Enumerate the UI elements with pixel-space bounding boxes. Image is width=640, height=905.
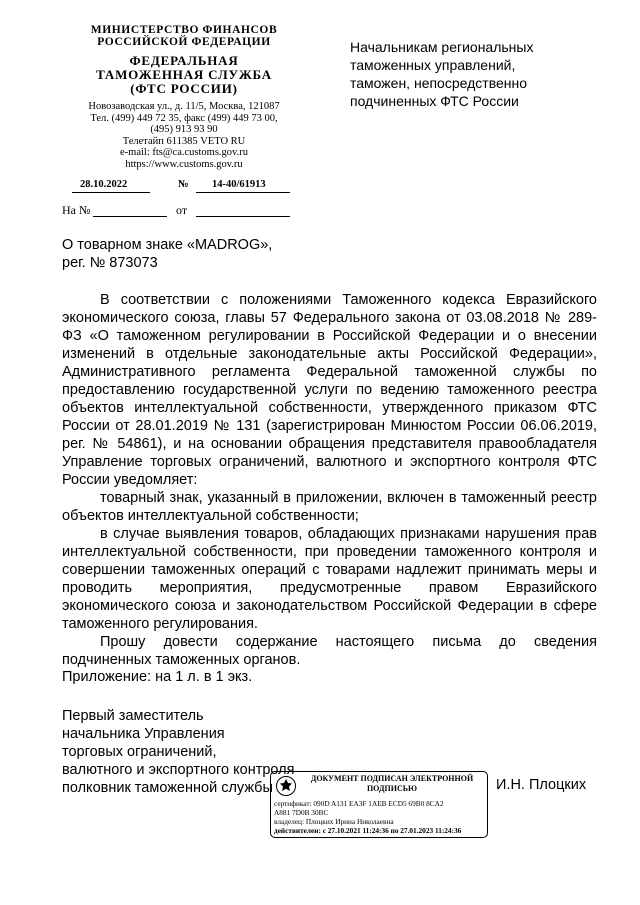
body-paragraph-4: Прошу довести содержание настоящего письма до сведения подчиненных таможенных органов. (62, 634, 597, 668)
signatory-line-3: торговых ограничений, (62, 744, 217, 760)
addressee-line-4: подчиненных ФТС России (350, 93, 519, 109)
number-underline (196, 192, 290, 193)
website-line: https://www.customs.gov.ru (125, 158, 243, 170)
appendix-note: Приложение: на 1 л. в 1 экз. (62, 669, 253, 685)
reply-date-blank (196, 216, 290, 217)
validity-line: действителен: с 27.10.2021 11:24:36 по 27.01.2023 11:24:36 (274, 826, 462, 835)
phone-line-2: (495) 913 93 90 (150, 124, 218, 135)
reply-from-label: от (176, 203, 188, 217)
signatory-title (62, 707, 294, 797)
ministry-line-1: МИНИСТЕРСТВО ФИНАНСОВ (90, 24, 278, 36)
service-line-2: ТАМОЖЕННАЯ СЛУЖБА (96, 67, 272, 82)
signer-name: И.Н. Плоцких (496, 777, 587, 793)
service-line-3: (ФТС РОССИИ) (130, 81, 238, 96)
addressee-line-1: Начальникам региональных (350, 39, 534, 55)
phone-line: Тел. (499) 449 72 35, факс (499) 449 73 00, (90, 112, 278, 124)
signatory-line-1: Первый заместитель (62, 708, 204, 724)
date-underline (72, 192, 150, 193)
addressee-line-2: таможенных управлений, (350, 57, 516, 73)
number-label: № (178, 179, 189, 190)
service-line-1: ФЕДЕРАЛЬНАЯ (129, 53, 239, 68)
certificate-line: сертификат: 090D A131 EA3F 1AEB ECD5 69B0 8CA2 (274, 799, 444, 808)
certificate-line-2: A881 7D0B 30BC (274, 808, 329, 817)
letter-number: 14-40/61913 (212, 179, 266, 190)
address-line: Новозаводская ул., д. 11/5, Москва, 121087 (88, 101, 280, 112)
body-paragraph-3: в случае выявления товаров, обладающих признаками нарушения прав интеллектуальной собственности, при проведении таможенного контроля и совершении таможенных операций с товарами надлежит принимать меры и проводить мероприятия, предусмотренные правом Евразийского экономического союза и законодательством Российской Федерации в сфере таможенного регулирования. (62, 526, 597, 632)
emblem-icon (275, 775, 297, 797)
subject-line-1: О товарном знаке «MADROG», (62, 237, 273, 253)
subject-line-2: рег. № 873073 (62, 255, 158, 271)
body-paragraph-2: товарный знак, указанный в приложении, включен в таможенный реестр объектов интеллектуальной собственности; (62, 490, 597, 524)
body-paragraph-1: В соответствии с положениями Таможенного кодекса Евразийского экономического союза, главы 57 Федерального закона от 03.08.2018 № 289-ФЗ «О таможенном регулировании в Российской Федерации и о внесении изменений в отдельные законодательные акты Российской Федерации», Административного регламента Федеральной таможенной службы по предоставлению государственной услуги по ведению таможенного реестра объектов интеллектуальной собственности, утвержденного приказом ФТС России от 28.01.2019 № 131 (зарегистрирован Минюстом России 06.06.2019, рег. № 54861), и на основании обращения представителя правообладателя Управление торговых ограничений, валютного и экспортного контроля ФТС России уведомляет: (62, 292, 597, 488)
signatory-line-4: валютного и экспортного контроля (62, 762, 295, 778)
teletype-line: Телетайп 611385 VETO RU (122, 135, 246, 147)
letter-date: 28.10.2022 (80, 179, 128, 190)
owner-line: владелец: Плоцких Ирина Николаевна (274, 817, 394, 826)
reply-number-label: На № (62, 203, 91, 217)
e-signature-stamp (270, 771, 488, 838)
signatory-line-5: полковник таможенной службы (62, 780, 273, 796)
subject (62, 236, 272, 272)
letterhead (56, 24, 312, 170)
signatory-line-2: начальника Управления (62, 726, 225, 742)
reply-number-blank (93, 216, 167, 217)
e-signature-title: ДОКУМЕНТ ПОДПИСАН ЭЛЕКТРОННОЙ ПОДПИСЬЮ (310, 774, 474, 793)
addressee-line-3: таможен, непосредственно (350, 75, 528, 91)
letter-body (62, 291, 597, 669)
ministry-line-2: РОССИЙСКОЙ ФЕДЕРАЦИИ (97, 36, 271, 48)
addressee (350, 38, 620, 110)
email-line: e-mail: fts@ca.customs.gov.ru (120, 147, 248, 158)
